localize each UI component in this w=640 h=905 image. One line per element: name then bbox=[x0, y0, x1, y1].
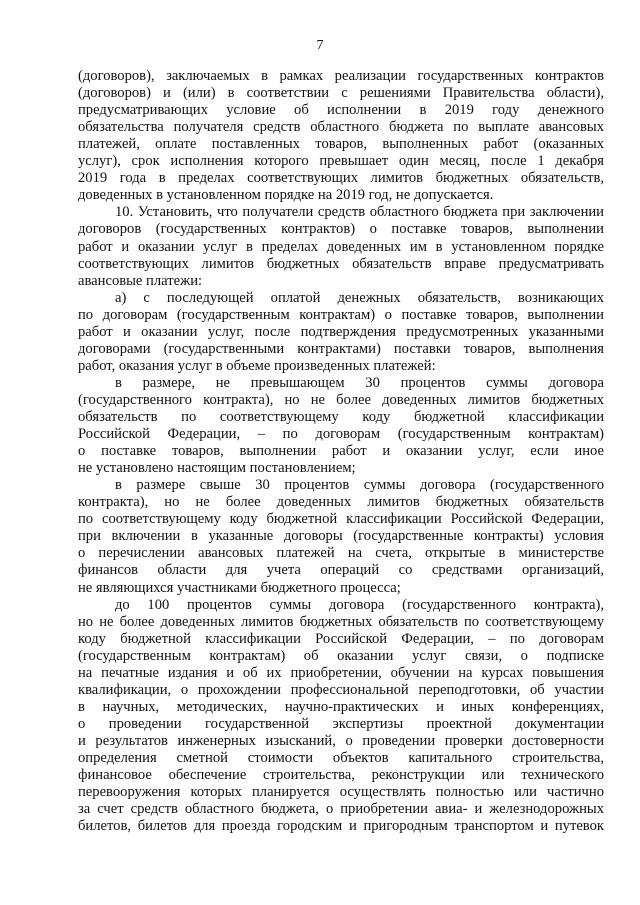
text-line: 2019 года в пределах соответствующих лимитов бюджетных обязательств, bbox=[78, 170, 604, 187]
text-line: а) с последующей оплатой денежных обязательств, возникающих bbox=[115, 289, 604, 306]
page-number: 7 bbox=[316, 38, 324, 53]
text-line: авансовые платежи: bbox=[78, 272, 203, 289]
text-line: платежей, оплате поставленных товаров, выполненных работ (оказанных bbox=[78, 136, 604, 153]
text-line: (государственного контракта), но не более доведенных лимитов бюджетных bbox=[78, 391, 604, 408]
text-line: (договоров) и (или) в соответствии с решениями Правительства области), bbox=[78, 85, 604, 102]
text-line: договоров (государственных контрактов) о поставке товаров, выполнении bbox=[78, 221, 604, 238]
text-line: работ, оказания услуг в объеме произведенных платежей: bbox=[78, 357, 436, 374]
text-line: обязательств по соответствующему коду бюджетной классификации bbox=[78, 409, 604, 425]
text-line: и результатов инженерных изысканий, о проведении проверки достоверности bbox=[78, 732, 604, 749]
text-line: о перечислении авансовых платежей на счета, открытые в министерстве bbox=[78, 545, 604, 562]
text-line: по договорам (государственным контрактам) о поставке товаров, выполнении bbox=[78, 306, 604, 323]
text-line: перевооружения которых планируется осуществлять полностью или частично bbox=[78, 784, 604, 801]
text-line: по соответствующему коду бюджетной классификации Российской Федерации, bbox=[78, 511, 604, 528]
text-line: 10. Установить, что получатели средств областного бюджета при заключении bbox=[115, 204, 604, 221]
text-line: работ и оказании услуг, после подтверждения предусмотренных указанными bbox=[78, 323, 604, 340]
text-line: при включении в указанные договоры (государственные контракты) условия bbox=[78, 528, 604, 545]
text-line: не установлено настоящим постановлением; bbox=[78, 460, 356, 477]
text-line: (государственным контрактам) об оказании услуг связи, о подписке bbox=[78, 647, 604, 664]
text-line: финансов области для учета операций со средствами организаций, bbox=[78, 562, 604, 579]
text-line: договорами (государственными контрактами) поставки товаров, выполнения bbox=[78, 340, 604, 357]
text-line: за счет средств областного бюджета, о приобретении авиа- и железнодорожных bbox=[78, 801, 604, 818]
text-line: в размере, не превышающем 30 процентов суммы договора bbox=[115, 374, 604, 391]
text-line: предусматривающих условие об исполнении в 2019 году денежного bbox=[78, 102, 604, 119]
text-line: билетов, билетов для проезда городским и пригородным транспортом и путевок bbox=[78, 818, 604, 835]
text-line: контракта), но не более доведенных лимитов бюджетных обязательств bbox=[78, 494, 604, 511]
text-line: услуг), срок исполнения которого превышает один месяц, после 1 декабря bbox=[78, 153, 604, 170]
text-line: доведенных в установленном порядке на 2019 год, не допускается. bbox=[78, 187, 494, 204]
text-line: Российской Федерации, – по договорам (государственным контрактам) bbox=[78, 426, 604, 443]
text-line: (договоров), заключаемых в рамках реализации государственных контрактов bbox=[78, 68, 604, 84]
text-line: но не более доведенных лимитов бюджетных обязательств по соответствующему bbox=[78, 613, 604, 630]
text-line: о поставке товаров, выполнении работ и оказании услуг, если иное bbox=[78, 443, 604, 460]
text-line: о проведении государственной экспертизы проектной документации bbox=[78, 715, 604, 732]
text-line: соответствующих лимитов бюджетных обязательств вправе предусматривать bbox=[78, 255, 604, 272]
text-line: не являющихся участниками бюджетного процесса; bbox=[78, 579, 401, 596]
text-line: в научных, методических, научно-практических и иных конференциях, bbox=[78, 698, 604, 715]
text-line: на печатные издания и об их приобретении, обучении на курсах повышения bbox=[78, 664, 604, 681]
text-line: в размере свыше 30 процентов суммы договора (государственного bbox=[115, 477, 604, 494]
text-line: обязательства получателя средств областного бюджета по выплате авансовых bbox=[78, 119, 604, 136]
text-line: коду бюджетной классификации Российской Федерации, – по договорам bbox=[78, 630, 604, 647]
text-line: до 100 процентов суммы договора (государственного контракта), bbox=[115, 596, 604, 613]
text-line: определения сметной стоимости объектов капитального строительства, bbox=[78, 750, 604, 766]
text-line: работ и оказании услуг в пределах доведенных им в установленном порядке bbox=[78, 238, 604, 255]
text-line: квалификации, о прохождении профессиональной переподготовки, об участии bbox=[78, 681, 604, 698]
text-line: финансовое обеспечение строительства, реконструкции или технического bbox=[78, 767, 604, 784]
